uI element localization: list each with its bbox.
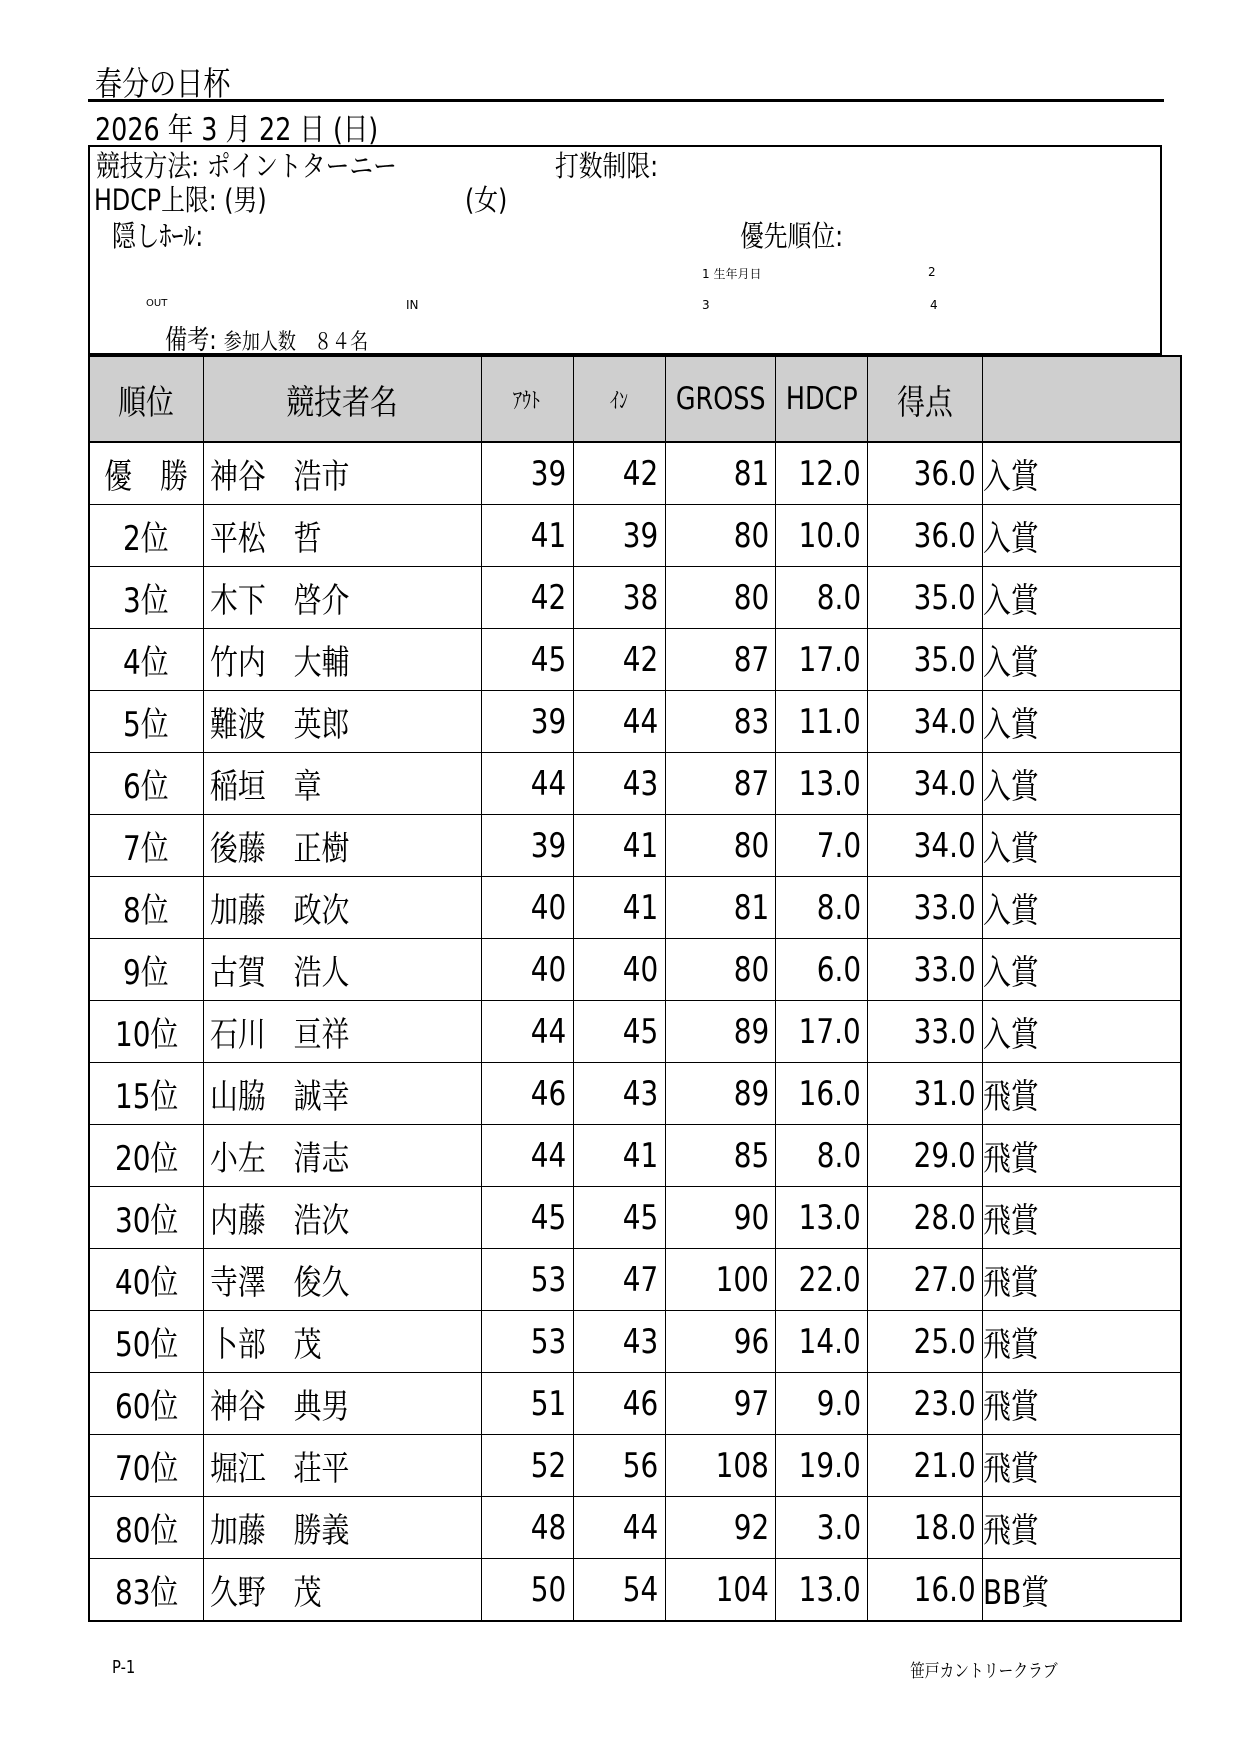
- out-score-cell: 41: [481, 505, 573, 567]
- hdcp-label: HDCP上限:: [94, 183, 217, 217]
- table-row: [89, 1373, 1181, 1435]
- gross-cell: 85: [665, 1125, 775, 1187]
- gross-cell: 80: [665, 815, 775, 877]
- hdcp-cell: 3.0: [775, 1497, 867, 1559]
- method-line: [96, 149, 463, 183]
- in-score-cell: 45: [573, 1001, 665, 1063]
- gross-cell: 89: [665, 1063, 775, 1125]
- hdcp-cell: 16.0: [775, 1063, 867, 1125]
- in-score-cell: 42: [573, 442, 665, 505]
- table-row: [89, 1559, 1181, 1622]
- name-cell: 石川 亘祥: [203, 1001, 481, 1063]
- hdcp-cell: 12.0: [775, 442, 867, 505]
- out-score-cell: 39: [481, 815, 573, 877]
- out-score-cell: 45: [481, 629, 573, 691]
- name-cell: 後藤 正樹: [203, 815, 481, 877]
- award-cell: 入賞: [982, 815, 1181, 877]
- name-cell: 内藤 浩次: [203, 1187, 481, 1249]
- name-cell: 神谷 典男: [203, 1373, 481, 1435]
- stroke-limit-label: 打数制限:: [555, 149, 659, 183]
- points-cell: 16.0: [867, 1559, 982, 1622]
- out-score-cell: 52: [481, 1435, 573, 1497]
- name-cell: 卜部 茂: [203, 1311, 481, 1373]
- gross-cell: 80: [665, 939, 775, 1001]
- rank-cell: 9位: [89, 939, 203, 1001]
- gross-cell: 80: [665, 505, 775, 567]
- in-score-cell: 41: [573, 815, 665, 877]
- competition-info-box: [88, 145, 1162, 355]
- hdcp-limit-line: [94, 183, 305, 217]
- out-score-cell: 39: [481, 691, 573, 753]
- name-cell: 加藤 勝義: [203, 1497, 481, 1559]
- award-cell: 飛賞: [982, 1125, 1181, 1187]
- hdcp-cell: 14.0: [775, 1311, 867, 1373]
- name-cell: 久野 茂: [203, 1559, 481, 1622]
- rank-cell: 3位: [89, 567, 203, 629]
- rank-cell: 83位: [89, 1559, 203, 1622]
- hdcp-cell: 13.0: [775, 753, 867, 815]
- col-header-points: 得点: [867, 356, 982, 442]
- hdcp-cell: 10.0: [775, 505, 867, 567]
- out-score-cell: 40: [481, 939, 573, 1001]
- table-row: [89, 1249, 1181, 1311]
- points-cell: 35.0: [867, 629, 982, 691]
- hdcp-cell: 13.0: [775, 1187, 867, 1249]
- out-score-cell: 42: [481, 567, 573, 629]
- points-cell: 28.0: [867, 1187, 982, 1249]
- results-table: [88, 355, 1182, 1622]
- page-title: 春分の日杯: [95, 64, 231, 103]
- out-score-cell: 53: [481, 1311, 573, 1373]
- award-cell: 飛賞: [982, 1063, 1181, 1125]
- event-date: 2026 年 3 月 22 日 (日): [95, 112, 379, 148]
- rank-cell: 30位: [89, 1187, 203, 1249]
- points-cell: 27.0: [867, 1249, 982, 1311]
- in-score-cell: 47: [573, 1249, 665, 1311]
- table-row: [89, 877, 1181, 939]
- col-header-out: ｱｳﾄ: [481, 356, 573, 442]
- award-cell: 入賞: [982, 567, 1181, 629]
- priority-2: 2: [928, 265, 936, 279]
- name-cell: 加藤 政次: [203, 877, 481, 939]
- gross-cell: 80: [665, 567, 775, 629]
- name-cell: 平松 哲: [203, 505, 481, 567]
- rank-cell: 10位: [89, 1001, 203, 1063]
- gross-cell: 97: [665, 1373, 775, 1435]
- in-score-cell: 38: [573, 567, 665, 629]
- table-row: [89, 691, 1181, 753]
- gross-cell: 96: [665, 1311, 775, 1373]
- out-score-cell: 44: [481, 1001, 573, 1063]
- award-cell: 飛賞: [982, 1497, 1181, 1559]
- award-cell: 入賞: [982, 442, 1181, 505]
- out-score-cell: 45: [481, 1187, 573, 1249]
- rank-cell: 20位: [89, 1125, 203, 1187]
- table-row: [89, 1435, 1181, 1497]
- gross-cell: 89: [665, 1001, 775, 1063]
- points-cell: 29.0: [867, 1125, 982, 1187]
- table-row: [89, 815, 1181, 877]
- gross-cell: 92: [665, 1497, 775, 1559]
- rank-cell: 70位: [89, 1435, 203, 1497]
- hdcp-cell: 11.0: [775, 691, 867, 753]
- priority-label: 優先順位:: [740, 219, 844, 253]
- award-cell: 入賞: [982, 691, 1181, 753]
- in-score-cell: 44: [573, 1497, 665, 1559]
- table-row: [89, 939, 1181, 1001]
- points-cell: 25.0: [867, 1311, 982, 1373]
- gross-cell: 81: [665, 442, 775, 505]
- method-value: ポイントターニー: [206, 149, 397, 183]
- in-score-cell: 54: [573, 1559, 665, 1622]
- name-cell: 寺澤 俊久: [203, 1249, 481, 1311]
- out-score-cell: 53: [481, 1249, 573, 1311]
- points-cell: 35.0: [867, 567, 982, 629]
- in-score-cell: 39: [573, 505, 665, 567]
- gross-cell: 83: [665, 691, 775, 753]
- gross-cell: 108: [665, 1435, 775, 1497]
- out-score-cell: 44: [481, 1125, 573, 1187]
- method-label: 競技方法:: [96, 149, 200, 183]
- table-row: [89, 567, 1181, 629]
- hdcp-cell: 7.0: [775, 815, 867, 877]
- award-cell: BB賞: [982, 1559, 1181, 1622]
- col-header-name: 競技者名: [203, 356, 481, 442]
- points-cell: 33.0: [867, 1001, 982, 1063]
- table-row: [89, 1001, 1181, 1063]
- table-row: [89, 753, 1181, 815]
- table-row: [89, 442, 1181, 505]
- award-cell: 飛賞: [982, 1187, 1181, 1249]
- hdcp-cell: 13.0: [775, 1559, 867, 1622]
- hdcp-cell: 8.0: [775, 567, 867, 629]
- priority-4: 4: [930, 298, 938, 312]
- out-score-cell: 44: [481, 753, 573, 815]
- rank-cell: 50位: [89, 1311, 203, 1373]
- points-cell: 33.0: [867, 939, 982, 1001]
- out-score-cell: 48: [481, 1497, 573, 1559]
- hdcp-male: (男): [224, 183, 267, 217]
- rank-cell: 6位: [89, 753, 203, 815]
- rank-cell: 4位: [89, 629, 203, 691]
- in-score-cell: 40: [573, 939, 665, 1001]
- remarks-label: 備考:: [165, 325, 217, 356]
- gross-cell: 100: [665, 1249, 775, 1311]
- col-header-gross: GROSS: [665, 356, 775, 442]
- rank-cell: 優 勝: [89, 442, 203, 505]
- award-cell: 飛賞: [982, 1249, 1181, 1311]
- hidden-hole-label: 隠しﾎｰﾙ:: [112, 219, 204, 253]
- priority-3: 3: [702, 298, 710, 312]
- title-underline: [88, 99, 1164, 102]
- award-cell: 入賞: [982, 629, 1181, 691]
- gross-cell: 104: [665, 1559, 775, 1622]
- points-cell: 34.0: [867, 815, 982, 877]
- hdcp-cell: 8.0: [775, 1125, 867, 1187]
- rank-cell: 15位: [89, 1063, 203, 1125]
- hdcp-cell: 9.0: [775, 1373, 867, 1435]
- points-cell: 18.0: [867, 1497, 982, 1559]
- out-score-cell: 40: [481, 877, 573, 939]
- gross-cell: 87: [665, 629, 775, 691]
- out-score-cell: 46: [481, 1063, 573, 1125]
- in-score-cell: 43: [573, 1063, 665, 1125]
- priority-1: 1 生年月日: [702, 267, 762, 281]
- hdcp-cell: 19.0: [775, 1435, 867, 1497]
- in-score-cell: 43: [573, 1311, 665, 1373]
- table-row: [89, 505, 1181, 567]
- name-cell: 稲垣 章: [203, 753, 481, 815]
- points-cell: 36.0: [867, 442, 982, 505]
- table-row: [89, 1311, 1181, 1373]
- in-score-cell: 45: [573, 1187, 665, 1249]
- points-cell: 21.0: [867, 1435, 982, 1497]
- table-header-row: [89, 356, 1181, 442]
- award-cell: 飛賞: [982, 1311, 1181, 1373]
- table-row: [89, 1497, 1181, 1559]
- award-cell: 入賞: [982, 753, 1181, 815]
- hdcp-cell: 17.0: [775, 1001, 867, 1063]
- points-cell: 23.0: [867, 1373, 982, 1435]
- table-row: [89, 629, 1181, 691]
- points-cell: 36.0: [867, 505, 982, 567]
- hdcp-female: (女): [465, 183, 508, 217]
- rank-cell: 80位: [89, 1497, 203, 1559]
- remarks-value: 参加人数 ８４名: [223, 330, 369, 355]
- table-row: [89, 1063, 1181, 1125]
- out-label: OUT: [146, 298, 168, 309]
- out-score-cell: 50: [481, 1559, 573, 1622]
- award-cell: 入賞: [982, 1001, 1181, 1063]
- name-cell: 難波 英郎: [203, 691, 481, 753]
- points-cell: 31.0: [867, 1063, 982, 1125]
- award-cell: 入賞: [982, 505, 1181, 567]
- in-label: IN: [406, 298, 419, 312]
- rank-cell: 8位: [89, 877, 203, 939]
- in-score-cell: 41: [573, 1125, 665, 1187]
- col-header-in: ｲﾝ: [573, 356, 665, 442]
- col-header-award: [982, 356, 1181, 442]
- in-score-cell: 56: [573, 1435, 665, 1497]
- rank-cell: 40位: [89, 1249, 203, 1311]
- hdcp-cell: 17.0: [775, 629, 867, 691]
- in-score-cell: 43: [573, 753, 665, 815]
- award-cell: 入賞: [982, 877, 1181, 939]
- in-score-cell: 44: [573, 691, 665, 753]
- points-cell: 34.0: [867, 753, 982, 815]
- award-cell: 飛賞: [982, 1373, 1181, 1435]
- hdcp-cell: 6.0: [775, 939, 867, 1001]
- award-cell: 入賞: [982, 939, 1181, 1001]
- col-header-hdcp: HDCP: [775, 356, 867, 442]
- in-score-cell: 41: [573, 877, 665, 939]
- in-score-cell: 46: [573, 1373, 665, 1435]
- rank-cell: 5位: [89, 691, 203, 753]
- hdcp-cell: 8.0: [775, 877, 867, 939]
- in-score-cell: 42: [573, 629, 665, 691]
- hdcp-cell: 22.0: [775, 1249, 867, 1311]
- club-name: 笹戸カントリークラブ: [910, 1661, 1058, 1682]
- gross-cell: 90: [665, 1187, 775, 1249]
- out-score-cell: 39: [481, 442, 573, 505]
- gross-cell: 81: [665, 877, 775, 939]
- name-cell: 木下 啓介: [203, 567, 481, 629]
- table-row: [89, 1125, 1181, 1187]
- rank-cell: 60位: [89, 1373, 203, 1435]
- award-cell: 飛賞: [982, 1435, 1181, 1497]
- name-cell: 山脇 誠幸: [203, 1063, 481, 1125]
- col-header-rank: 順位: [89, 356, 203, 442]
- name-cell: 堀江 荘平: [203, 1435, 481, 1497]
- remarks-line: [165, 318, 413, 357]
- table-row: [89, 1187, 1181, 1249]
- name-cell: 竹内 大輔: [203, 629, 481, 691]
- name-cell: 小左 清志: [203, 1125, 481, 1187]
- points-cell: 34.0: [867, 691, 982, 753]
- name-cell: 神谷 浩市: [203, 442, 481, 505]
- name-cell: 古賀 浩人: [203, 939, 481, 1001]
- page-number: P-1: [112, 1657, 136, 1678]
- out-score-cell: 51: [481, 1373, 573, 1435]
- rank-cell: 2位: [89, 505, 203, 567]
- points-cell: 33.0: [867, 877, 982, 939]
- gross-cell: 87: [665, 753, 775, 815]
- rank-cell: 7位: [89, 815, 203, 877]
